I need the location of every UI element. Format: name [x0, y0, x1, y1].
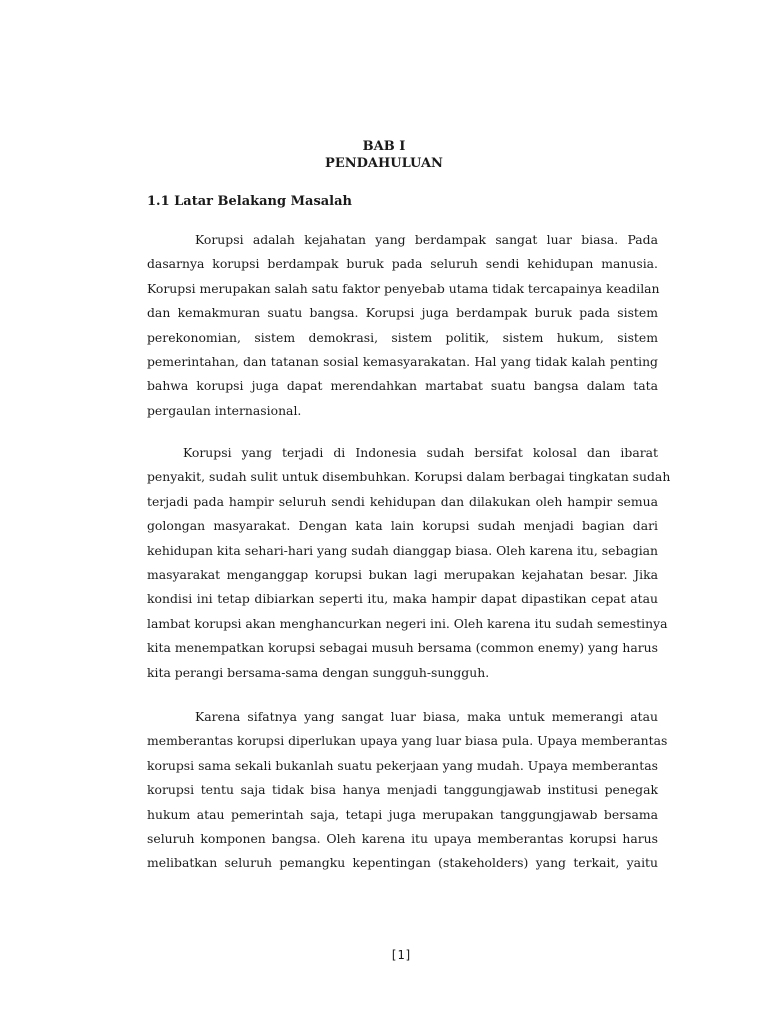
paragraph-line: seluruh komponen bangsa. Oleh karena itu upaya memberantas korupsi harus — [147, 830, 658, 846]
paragraph-line: perekonomian, sistem demokrasi, sistem politik, sistem hukum, sistem — [147, 329, 658, 345]
chapter-number: BAB I — [362, 139, 406, 154]
paragraph-line: Korupsi merupakan salah satu faktor penyebab utama tidak tercapainya keadilan — [147, 280, 660, 296]
paragraph-line: golongan masyarakat. Dengan kata lain korupsi sudah menjadi bagian dari — [147, 518, 658, 534]
page-number: [1] — [390, 948, 412, 962]
paragraph-line: dasarnya korupsi berdampak buruk pada seluruh sendi kehidupan manusia. — [147, 256, 658, 272]
paragraph-line: korupsi tentu saja tidak bisa hanya menjadi tanggungjawab institusi penegak — [147, 782, 658, 798]
paragraph-line: kehidupan kita sehari-hari yang sudah dianggap biasa. Oleh karena itu, sebagian — [147, 542, 659, 558]
paragraph-line: penyakit, sudah sulit untuk disembuhkan. Korupsi dalam berbagai tingkatan sudah — [147, 469, 671, 485]
paragraph-line: memberantas korupsi diperlukan upaya yang luar biasa pula. Upaya memberantas — [147, 733, 668, 749]
paragraph-line: Karena sifatnya yang sangat luar biasa, maka untuk memerangi atau — [195, 709, 658, 724]
paragraph-line: kondisi ini tetap dibiarkan seperti itu, maka hampir dapat dipastikan cepat atau — [147, 591, 658, 607]
paragraph-line: pergaulan internasional. — [147, 402, 302, 418]
paragraph-line: korupsi sama sekali bukanlah suatu pekerjaan yang mudah. Upaya memberantas — [147, 757, 658, 773]
paragraph-1 — [147, 228, 658, 423]
section-heading: 1.1 Latar Belakang Masalah — [147, 194, 352, 209]
paragraph-line: hukum atau pemerintah saja, tetapi juga merupakan tanggungjawab bersama — [147, 806, 658, 822]
paragraph-line: masyarakat menganggap korupsi bukan lagi merupakan kejahatan besar. Jika — [147, 566, 658, 582]
paragraph-line: terjadi pada hampir seluruh sendi kehidupan dan dilakukan oleh hampir semua — [147, 493, 658, 509]
paragraph-line: dan kemakmuran suatu bangsa. Korupsi juga berdampak buruk pada sistem — [147, 305, 658, 321]
paragraph-line: Korupsi adalah kejahatan yang berdampak sangat luar biasa. Pada — [195, 232, 658, 247]
chapter-title: PENDAHULUAN — [325, 156, 443, 171]
paragraph-line: melibatkan seluruh pemangku kepentingan (stakeholders) yang terkait, yaitu — [147, 855, 658, 871]
paragraph-2 — [147, 441, 671, 685]
paragraph-line: kita perangi bersama-sama dengan sungguh-sungguh. — [147, 664, 490, 680]
paragraph-3 — [147, 705, 668, 876]
paragraph-line: pemerintahan, dan tatanan sosial kemasyarakatan. Hal yang tidak kalah penting — [147, 353, 658, 369]
paragraph-line: bahwa korupsi juga dapat merendahkan martabat suatu bangsa dalam tata — [147, 378, 658, 394]
paragraph-line: kita menempatkan korupsi sebagai musuh bersama (common enemy) yang harus — [147, 640, 658, 656]
paragraph-line: lambat korupsi akan menghancurkan negeri ini. Oleh karena itu sudah semestinya — [147, 615, 668, 631]
paragraph-line: Korupsi yang terjadi di Indonesia sudah bersifat kolosal dan ibarat — [183, 445, 658, 460]
